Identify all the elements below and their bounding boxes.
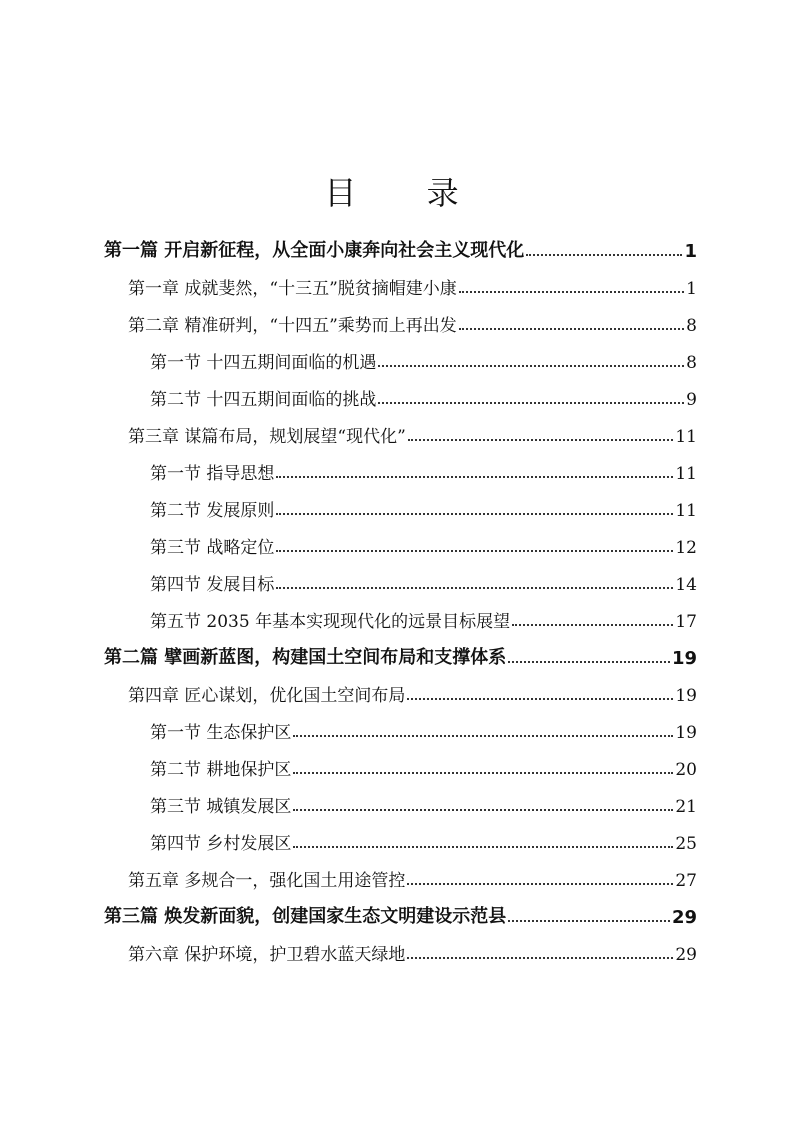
dot-leader [407,697,673,700]
toc-entry[interactable] [150,565,697,595]
toc-entry-label: 第四节 发展目标 [150,575,275,595]
toc-page-number: 11 [675,427,697,447]
toc-entry[interactable] [104,639,697,669]
toc-entry[interactable] [150,750,697,780]
toc-page-number: 11 [675,464,697,484]
toc-page-number: 14 [675,575,697,595]
toc-page-number: 27 [675,871,697,891]
page-title: 目 录 [324,174,489,213]
toc-entry-label: 第六章 保护环境，护卫碧水蓝天绿地 [128,945,406,965]
toc-entry[interactable] [150,343,697,373]
toc-entry[interactable] [128,269,697,299]
toc-entry-label: 第一节 指导思想 [150,464,275,484]
toc-entry-label: 第二节 耕地保护区 [150,760,292,780]
toc-entry[interactable] [150,380,697,410]
toc-page-number: 1 [684,241,697,262]
toc-entry[interactable] [128,935,697,965]
toc-entry-label: 第四章 匠心谋划，优化国土空间布局 [128,686,406,706]
toc-entry-label: 第一篇 开启新征程，从全面小康奔向社会主义现代化 [104,240,525,261]
toc-entry[interactable] [128,861,697,891]
toc-entry[interactable] [150,454,697,484]
dot-leader [293,771,673,774]
toc-entry[interactable] [128,306,697,336]
toc-page-number: 8 [686,316,697,336]
dot-leader [293,808,673,811]
toc-entry-label: 第一章 成就斐然，“十三五”脱贫摘帽建小康 [128,279,457,299]
dot-leader [508,919,670,922]
dot-leader [407,882,673,885]
toc-entry[interactable] [150,491,697,521]
dot-leader [276,475,673,478]
toc-entry-label: 第三篇 焕发新面貌，创建国家生态文明建设示范县 [104,906,507,927]
dot-leader [378,364,684,367]
toc-entry[interactable] [150,602,697,632]
dot-leader [526,253,682,256]
toc-entry-label: 第二篇 擘画新蓝图，构建国土空间布局和支撑体系 [104,647,507,668]
toc-entry[interactable] [150,713,697,743]
dot-leader [293,845,673,848]
toc-page-number: 21 [675,797,697,817]
toc-entry-label: 第二节 发展原则 [150,501,275,521]
toc-page-number: 1 [686,279,697,299]
toc-entry-label: 第三节 城镇发展区 [150,797,292,817]
toc-entry[interactable] [104,232,697,262]
toc-entry-label: 第五节 2035 年基本实现现代化的远景目标展望 [150,612,511,632]
toc-entry-label: 第五章 多规合一，强化国土用途管控 [128,871,406,891]
dot-leader [408,438,674,441]
toc-entry[interactable] [150,528,697,558]
dot-leader [512,623,673,626]
dot-leader [459,327,684,330]
toc-page-number: 9 [686,390,697,410]
toc-page-number: 29 [671,907,697,928]
toc-page-number: 19 [671,648,697,669]
dot-leader [276,549,673,552]
dot-leader [276,512,673,515]
dot-leader [459,290,684,293]
dot-leader [378,401,684,404]
toc-entry-label: 第二节 十四五期间面临的挑战 [150,390,377,410]
dot-leader [508,660,670,663]
toc-entry[interactable] [104,898,697,928]
toc-entry[interactable] [150,787,697,817]
toc-entry-label: 第一节 生态保护区 [150,723,292,743]
toc-page-number: 8 [686,353,697,373]
toc-page-number: 20 [675,760,697,780]
toc-page-number: 11 [675,501,697,521]
dot-leader [407,956,673,959]
toc-entry-label: 第四节 乡村发展区 [150,834,292,854]
toc-entry-label: 第二章 精准研判，“十四五”乘势而上再出发 [128,316,457,336]
toc-page-number: 29 [675,945,697,965]
dot-leader [293,734,673,737]
toc-entry[interactable] [128,676,697,706]
toc-page-number: 25 [675,834,697,854]
toc-entry[interactable] [128,417,697,447]
toc-page-number: 19 [675,723,697,743]
toc-entry-label: 第一节 十四五期间面临的机遇 [150,353,377,373]
toc-entry-label: 第三节 战略定位 [150,538,275,558]
toc-page-number: 19 [675,686,697,706]
toc-page-number: 17 [675,612,697,632]
toc-entry[interactable] [150,824,697,854]
toc-entry-label: 第三章 谋篇布局，规划展望“现代化” [128,427,406,447]
toc-page-number: 12 [675,538,697,558]
dot-leader [276,586,673,589]
